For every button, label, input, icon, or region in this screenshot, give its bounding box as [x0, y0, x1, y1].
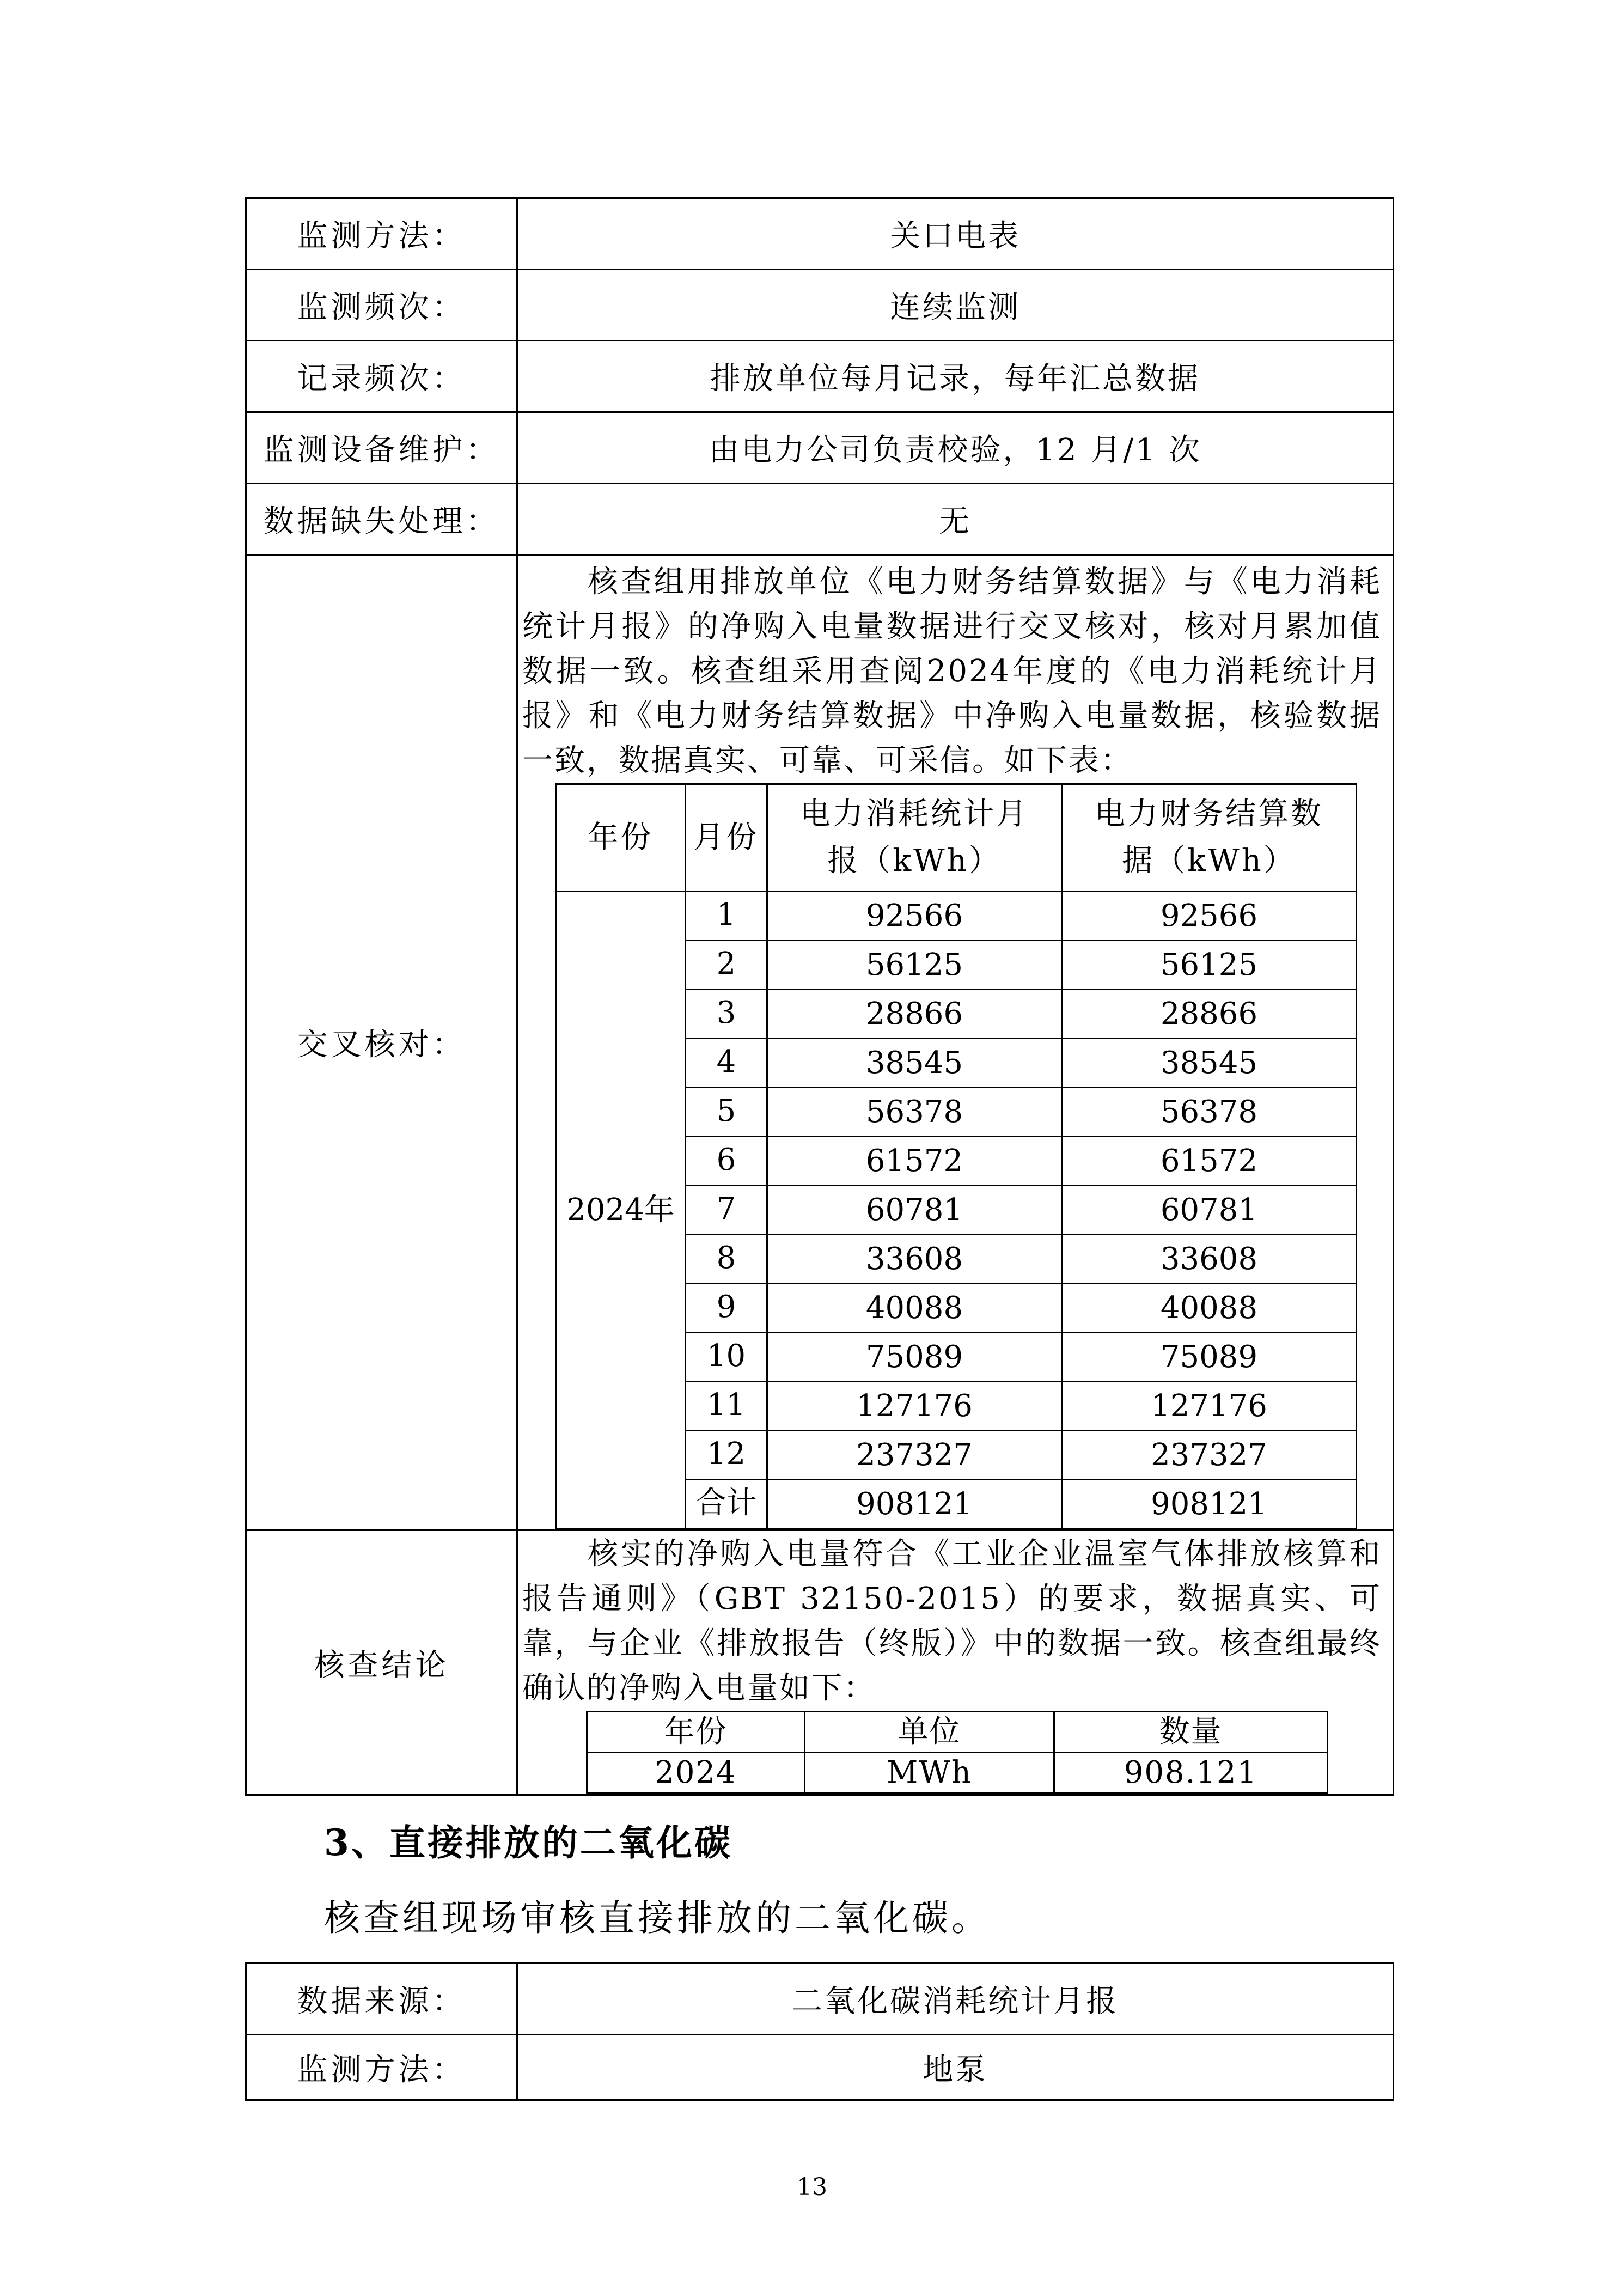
report-value: 40088	[767, 1284, 1062, 1333]
value-missing-data: 无	[517, 484, 1394, 555]
report-value: 28866	[767, 990, 1062, 1039]
month-cell: 11	[686, 1382, 767, 1431]
report-value: 75089	[767, 1333, 1062, 1382]
month-cell: 8	[686, 1235, 767, 1284]
year-cell: 2024年	[556, 892, 686, 1529]
finance-value: 127176	[1062, 1382, 1357, 1431]
page-number: 13	[797, 2173, 827, 2201]
header-year: 年份	[587, 1712, 805, 1753]
value-unit: MWh	[805, 1753, 1054, 1794]
month-cell: 5	[686, 1088, 767, 1137]
conclusion-cell	[517, 1530, 1394, 1795]
report-value: 33608	[767, 1235, 1062, 1284]
total-label: 合计	[686, 1480, 767, 1529]
month-cell: 12	[686, 1431, 767, 1480]
report-total: 908121	[767, 1480, 1062, 1529]
header-quantity: 数量	[1054, 1712, 1328, 1753]
label-conclusion: 核查结论	[246, 1530, 517, 1795]
header-year: 年份	[556, 784, 686, 892]
report-value: 237327	[767, 1431, 1062, 1480]
label-monitor-method: 监测方法：	[246, 2035, 517, 2100]
co2-monitoring-table	[245, 1962, 1394, 2101]
value-monitor-frequency: 连续监测	[517, 270, 1394, 341]
cross-check-table	[555, 783, 1357, 1529]
month-cell: 9	[686, 1284, 767, 1333]
label-equipment-maintenance: 监测设备维护：	[246, 412, 517, 484]
label-record-frequency: 记录频次：	[246, 341, 517, 412]
value-data-source: 二氧化碳消耗统计月报	[517, 1963, 1394, 2035]
value-monitor-method: 地泵	[517, 2035, 1394, 2100]
finance-value: 56125	[1062, 941, 1357, 990]
finance-value: 61572	[1062, 1137, 1357, 1186]
section-heading: 3、直接排放的二氧化碳	[324, 1821, 732, 1864]
value-monitor-method: 关口电表	[517, 198, 1394, 270]
finance-value: 28866	[1062, 990, 1357, 1039]
month-cell: 4	[686, 1039, 767, 1088]
cross-check-paragraph: 核查组用排放单位《电力财务结算数据》与《电力消耗统计月报》的净购入电量数据进行交叉核对，核对月累加值数据一致。核查组采用查阅2024年度的《电力消耗统计月报》和《电力财务结算数据》中净购入电量数据，核验数据一致，数据真实、可靠、可采信。如下表：	[522, 564, 1382, 778]
report-value: 92566	[767, 892, 1062, 941]
report-value: 56125	[767, 941, 1062, 990]
month-cell: 7	[686, 1186, 767, 1235]
header-unit: 单位	[805, 1712, 1054, 1753]
finance-value: 56378	[1062, 1088, 1357, 1137]
finance-value: 60781	[1062, 1186, 1357, 1235]
value-record-frequency: 排放单位每月记录，每年汇总数据	[517, 341, 1394, 412]
section-text: 核查组现场审核直接排放的二氧化碳。	[324, 1897, 991, 1939]
value-quantity: 908.121	[1054, 1753, 1328, 1794]
finance-value: 33608	[1062, 1235, 1357, 1284]
label-cross-check: 交叉核对：	[246, 555, 517, 1530]
finance-total: 908121	[1062, 1480, 1357, 1529]
conclusion-paragraph: 核实的净购入电量符合《工业企业温室气体排放核算和报告通则》（GBT 32150-2015）的要求，数据真实、可靠，与企业《排放报告（终版）》中的数据一致。核查组最终确认的净购入电量如下：	[522, 1536, 1382, 1706]
cross-check-cell	[517, 555, 1394, 1530]
header-month: 月份	[686, 784, 767, 892]
value-equipment-maintenance: 由电力公司负责校验，12 月/1 次	[517, 412, 1394, 484]
report-value: 60781	[767, 1186, 1062, 1235]
label-monitor-frequency: 监测频次：	[246, 270, 517, 341]
value-year: 2024	[587, 1753, 805, 1794]
month-cell: 3	[686, 990, 767, 1039]
finance-value: 92566	[1062, 892, 1357, 941]
finance-value: 75089	[1062, 1333, 1357, 1382]
report-value: 38545	[767, 1039, 1062, 1088]
report-value: 127176	[767, 1382, 1062, 1431]
report-value: 61572	[767, 1137, 1062, 1186]
header-consumption-report: 电力消耗统计月报（kWh）	[767, 784, 1062, 892]
month-cell: 10	[686, 1333, 767, 1382]
electricity-monitoring-table	[245, 197, 1394, 1796]
month-cell: 2	[686, 941, 767, 990]
finance-value: 38545	[1062, 1039, 1357, 1088]
finance-value: 40088	[1062, 1284, 1357, 1333]
header-finance-data: 电力财务结算数据（kWh）	[1062, 784, 1357, 892]
month-cell: 1	[686, 892, 767, 941]
report-value: 56378	[767, 1088, 1062, 1137]
month-cell: 6	[686, 1137, 767, 1186]
finance-value: 237327	[1062, 1431, 1357, 1480]
label-data-source: 数据来源：	[246, 1963, 517, 2035]
confirmed-electricity-table	[586, 1711, 1328, 1794]
label-missing-data: 数据缺失处理：	[246, 484, 517, 555]
label-monitor-method: 监测方法：	[246, 198, 517, 270]
